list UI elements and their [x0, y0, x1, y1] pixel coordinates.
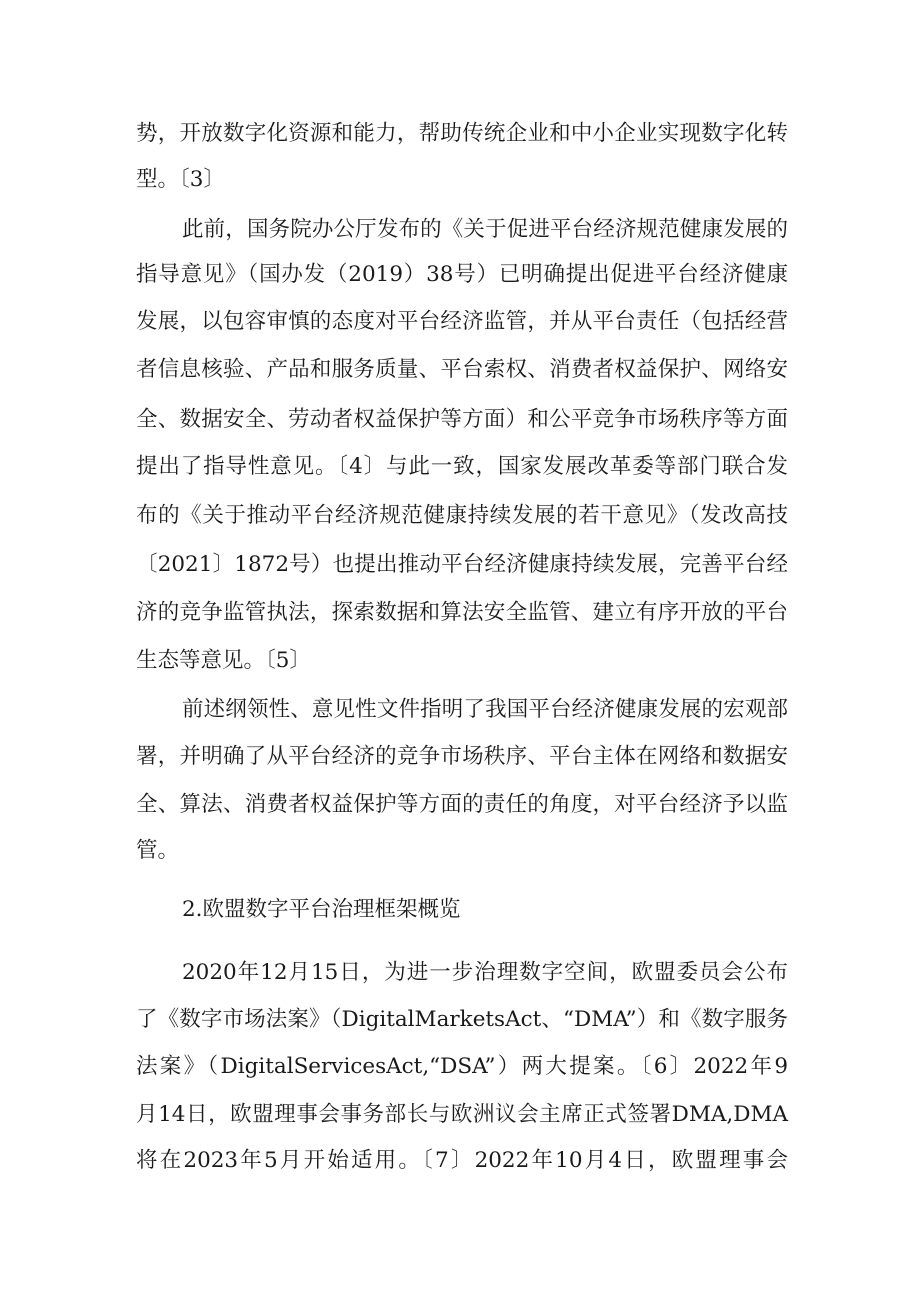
section-heading: 2.欧盟数字平台治理框架概览 — [182, 897, 461, 922]
paragraph-1-line-2: 型。〔3〕 — [136, 167, 225, 192]
paragraph-4-line-5: 将在2023年5月开始适用。〔7〕2022年10月4日，欧盟理事会 — [136, 1148, 788, 1173]
paragraph-1-line-1: 势，开放数字化资源和能力，帮助传统企业和中小企业实现数字化转 — [136, 121, 788, 146]
paragraph-2-line-6: 提出了指导性意见。〔4〕与此一致，国家发展改革委等部门联合发 — [136, 454, 788, 479]
paragraph-2-line-9: 济的竞争监管执法，探索数据和算法安全监管、建立有序开放的平台 — [136, 600, 788, 625]
paragraph-4-line-4: 月14日，欧盟理事会事务部长与欧洲议会主席正式签署DMA,DMA — [136, 1102, 788, 1127]
paragraph-2-line-2: 指导意见》（国办发（2019）38号）已明确提出促进平台经济健康 — [136, 262, 788, 287]
paragraph-2-line-8: 〔2021〕1872号）也提出推动平台经济健康持续发展，完善平台经 — [136, 552, 788, 577]
paragraph-2-line-1: 此前，国务院办公厅发布的《关于促进平台经济规范健康发展的 — [182, 217, 788, 242]
paragraph-2-line-5: 全、数据安全、劳动者权益保护等方面）和公平竞争市场秩序等方面 — [136, 407, 788, 432]
paragraph-2-line-4: 者信息核验、产品和服务质量、平台索权、消费者权益保护、网络安 — [136, 357, 788, 382]
paragraph-4-line-2: 了《数字市场法案》（DigitalMarketsAct、“DMA”）和《数字服务 — [136, 1007, 788, 1032]
paragraph-3-line-3: 全、算法、消费者权益保护等方面的责任的角度，对平台经济予以监 — [136, 792, 788, 817]
paragraph-3-line-2: 署，并明确了从平台经济的竞争市场秩序、平台主体在网络和数据安 — [136, 744, 788, 769]
paragraph-4-line-1: 2020年12月15日，为进一步治理数字空间，欧盟委员会公布 — [182, 960, 788, 985]
paragraph-2-line-7: 布的《关于推动平台经济规范健康持续发展的若干意见》（发改高技 — [136, 503, 788, 528]
paragraph-2-line-3: 发展，以包容审慎的态度对平台经济监管，并从平台责任（包括经营 — [136, 309, 788, 334]
paragraph-2-line-10: 生态等意见。〔5〕 — [136, 648, 311, 673]
paragraph-3-line-1: 前述纲领性、意见性文件指明了我国平台经济健康发展的宏观部 — [182, 697, 788, 722]
paragraph-4-line-3: 法案》（DigitalServicesAct,“DSA”）两大提案。〔6〕2022年9 — [136, 1054, 788, 1079]
paragraph-3-line-4: 管。 — [136, 838, 180, 863]
